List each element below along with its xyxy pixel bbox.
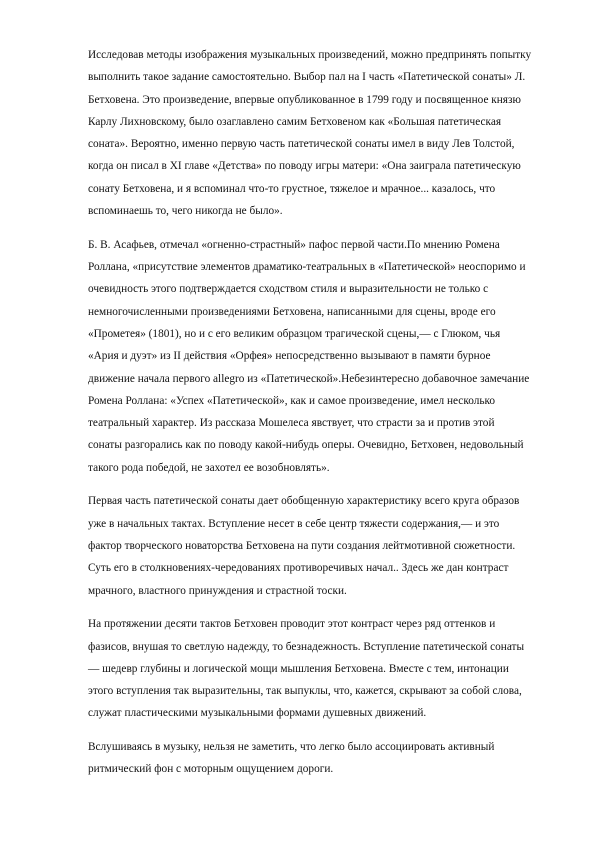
text-line: этого вступления так выразительны, так выпуклы, что, кажется, скрывают за собой слова,: [88, 685, 522, 698]
text-line: когда он писал в XI главе «Детства» по поводу игры матери: «Она заиграла патетическую: [88, 160, 521, 173]
text-line: такого рода победой, не захотел ее возобновлять».: [88, 461, 330, 474]
text-line: «Ария и дуэт» из II действия «Орфея» непосредственно вызывают в памяти бурное: [88, 350, 491, 363]
text-line: Роллана, «присутствие элементов драматико-театральных в «Патетической» неоспоримо и: [88, 261, 526, 274]
text-line: движение начала первого allegro из «Патетической».Небезинтересно добавочное замечание: [88, 372, 530, 385]
paragraph-3: [88, 490, 528, 601]
text-line: — шедевр глубины и логической мощи мышления Бетховена. Вместе с тем, интонации: [88, 662, 509, 675]
text-line: «Прометея» (1801), но и с его великим образцом трагической сцены,— с Глюком, чья: [88, 327, 501, 340]
text-line: соната». Вероятно, именно первую часть патетической сонаты имел в виду Лев Толстой,: [88, 138, 515, 151]
text-line: служат пластическими музыкальными формами душевных движений.: [88, 707, 427, 720]
paragraph-4: [88, 613, 528, 724]
text-line: мрачного, властного принуждения и страстной тоски.: [88, 584, 347, 597]
text-line: Бетховена. Это произведение, впервые опубликованное в 1799 году и посвященное князю: [88, 93, 521, 106]
text-line: Исследовав методы изображения музыкальных произведений, можно предпринять попытку: [88, 49, 532, 61]
text-line: ритмический фон с моторным ощущением дороги.: [88, 763, 334, 776]
text-line: выполнить такое задание самостоятельно. Выбор пал на I часть «Патетической сонаты» Л.: [88, 71, 526, 84]
text-line: На протяжении десяти тактов Бетховен проводит этот контраст через ряд оттенков и: [88, 618, 496, 631]
text-line: Б. В. Асафьев, отмечал «огненно-страстный» пафос первой части.По мнению Ромена: [88, 238, 500, 251]
text-line: сонату Бетховена, и я вспоминал что-то грустное, тяжелое и мрачное... казалось, что: [88, 182, 496, 195]
paragraph-2: [88, 234, 528, 479]
document-body: [88, 44, 532, 792]
text-line: очевидность этого подтверждается сходством стиля и выразительности не только с: [88, 283, 489, 296]
text-line: фазисов, внушая то светлую надежду, то безнадежность. Вступление патетической сонаты: [88, 640, 525, 653]
text-line: немногочисленными произведениями Бетховена, написанными для сцены, вроде его: [88, 305, 496, 318]
text-line: Карлу Лихновскому, было озаглавлено самим Бетховеном как «Большая патетическая: [88, 115, 502, 128]
text-line: Суть его в столкновениях-чередованиях противоречивых начал.. Здесь же дан контраст: [88, 562, 509, 575]
paragraph-5: [88, 736, 528, 781]
text-line: вспоминаешь то, чего никогда не было».: [88, 205, 283, 218]
text-line: уже в начальных тактах. Вступление несет в себе центр тяжести содержания,— и это: [88, 517, 500, 530]
text-line: сонаты разгорались как по поводу какой-нибудь оперы. Очевидно, Бетховен, недовольный: [88, 439, 524, 452]
text-line: фактор творческого новаторства Бетховена на пути создания лейтмотивной сюжетности.: [88, 540, 516, 553]
text-line: Ромена Роллана: «Успех «Патетической», как и самое произведение, имел несколько: [88, 394, 496, 407]
text-line: Вслушиваясь в музыку, нельзя не заметить, что легко было ассоциировать активный: [88, 741, 495, 754]
text-line: театральный характер. Из рассказа Мошелеса явствует, что страсти за и против этой: [88, 417, 495, 430]
paragraph-1: [88, 44, 532, 222]
text-line: Первая часть патетической сонаты дает обобщенную характеристику всего круга образов: [88, 495, 520, 508]
